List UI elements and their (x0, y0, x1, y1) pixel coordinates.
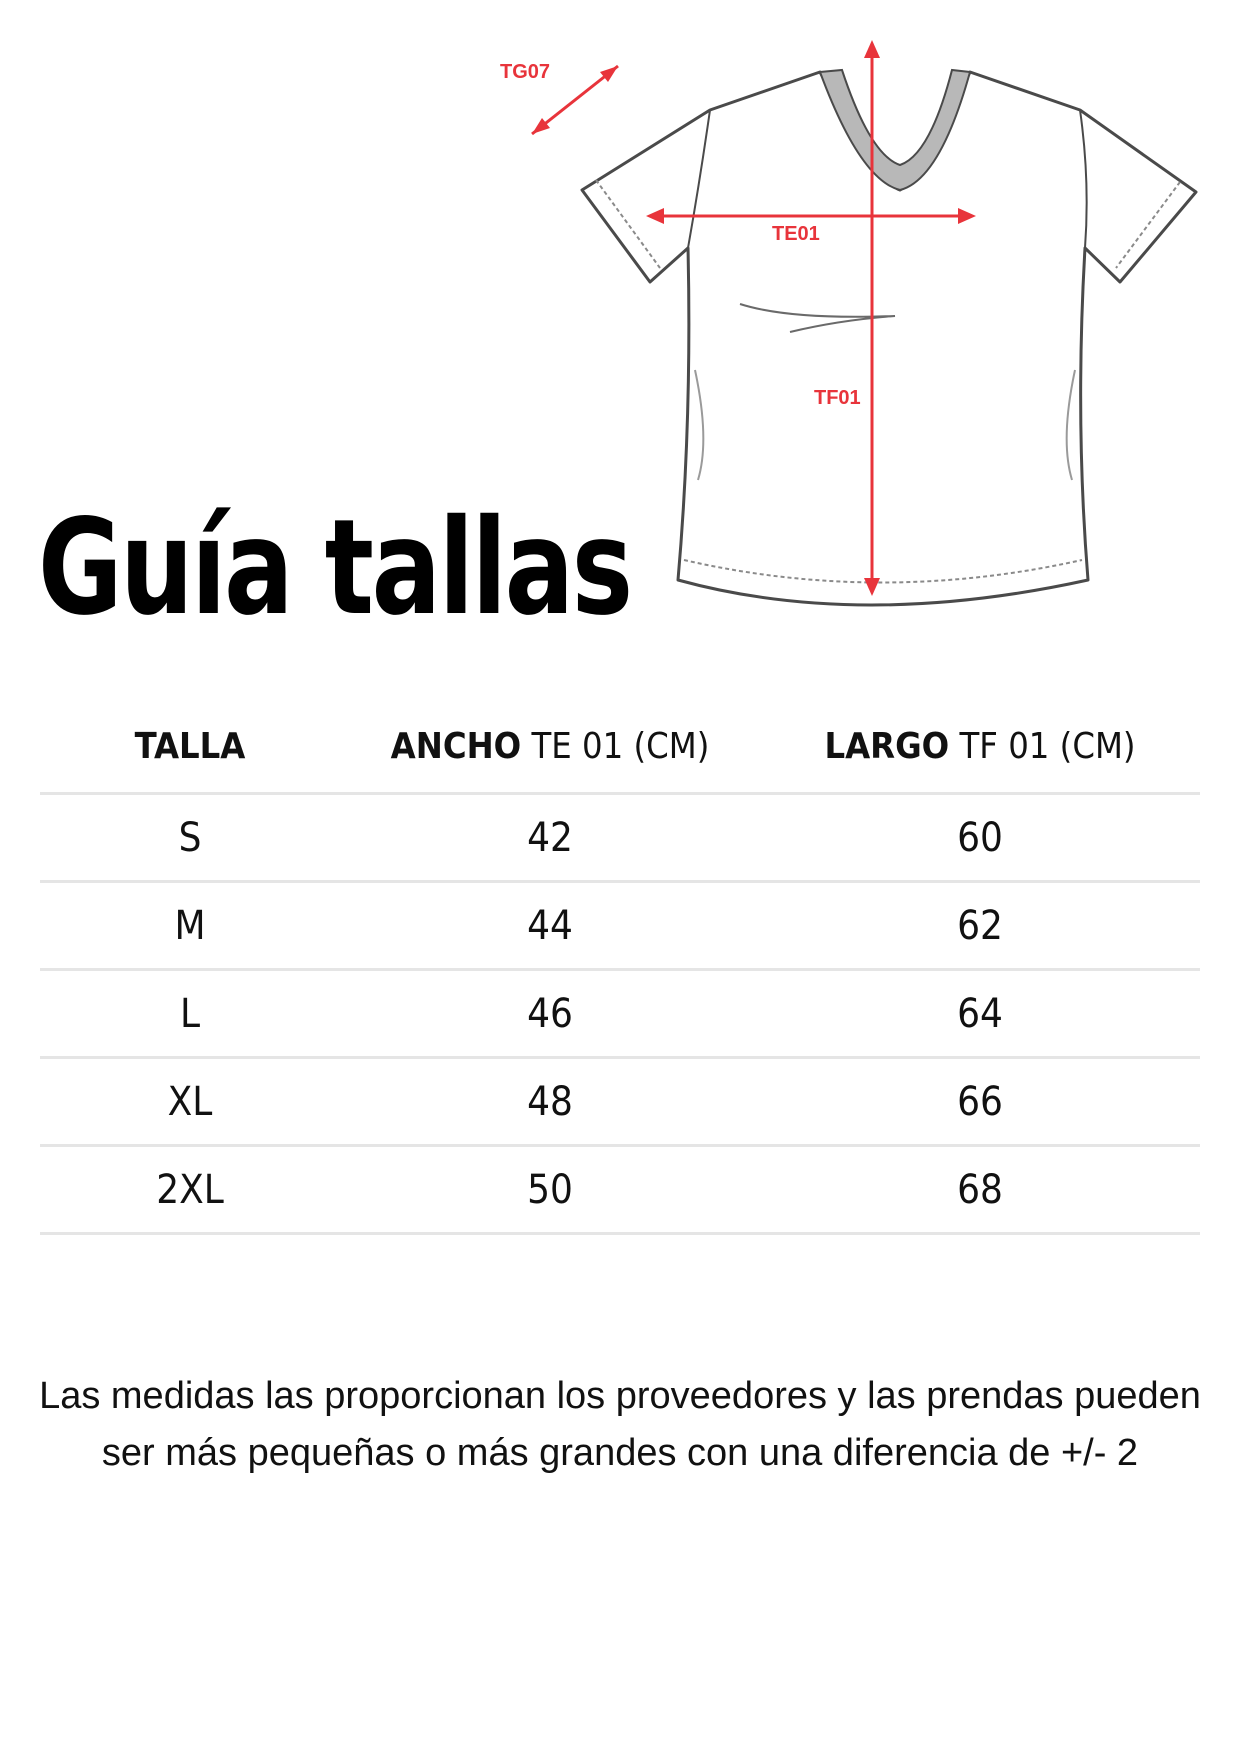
cell-ancho: 48 (340, 1058, 760, 1146)
cell-largo: 60 (760, 794, 1200, 882)
table-row (40, 794, 1200, 882)
cell-talla: L (40, 970, 340, 1058)
cell-largo: 64 (760, 970, 1200, 1058)
cell-ancho: 44 (340, 882, 760, 970)
table-row (40, 970, 1200, 1058)
tshirt-diagram (500, 20, 1220, 680)
cell-largo: 62 (760, 882, 1200, 970)
header-largo: LARGO TF 01 (CM) (760, 700, 1200, 794)
header-talla: TALLA (40, 700, 340, 794)
length-measure-label: TF01 (814, 387, 861, 409)
chest-measure-label: TE01 (772, 223, 820, 245)
table-row (40, 1058, 1200, 1146)
cell-talla: 2XL (40, 1146, 340, 1234)
disclaimer-note: Las medidas las proporcionan los proveedores y las prendas pueden ser más pequeñas o más grandes con una diferencia de +/- 2 (39, 1375, 1201, 1474)
size-table (40, 700, 1200, 1235)
cell-ancho: 50 (340, 1146, 760, 1234)
header-ancho: ANCHO TE 01 (CM) (340, 700, 760, 794)
table-header-row (40, 700, 1200, 794)
sleeve-measure-label: TG07 (500, 61, 551, 83)
tshirt-outline (582, 72, 1196, 605)
cell-talla: XL (40, 1058, 340, 1146)
cell-ancho: 42 (340, 794, 760, 882)
cell-largo: 66 (760, 1058, 1200, 1146)
cell-talla: M (40, 882, 340, 970)
table-row (40, 1146, 1200, 1234)
table-row (40, 882, 1200, 970)
cell-ancho: 46 (340, 970, 760, 1058)
cell-largo: 68 (760, 1146, 1200, 1234)
cell-talla: S (40, 794, 340, 882)
page-title: Guía tallas (38, 491, 631, 645)
